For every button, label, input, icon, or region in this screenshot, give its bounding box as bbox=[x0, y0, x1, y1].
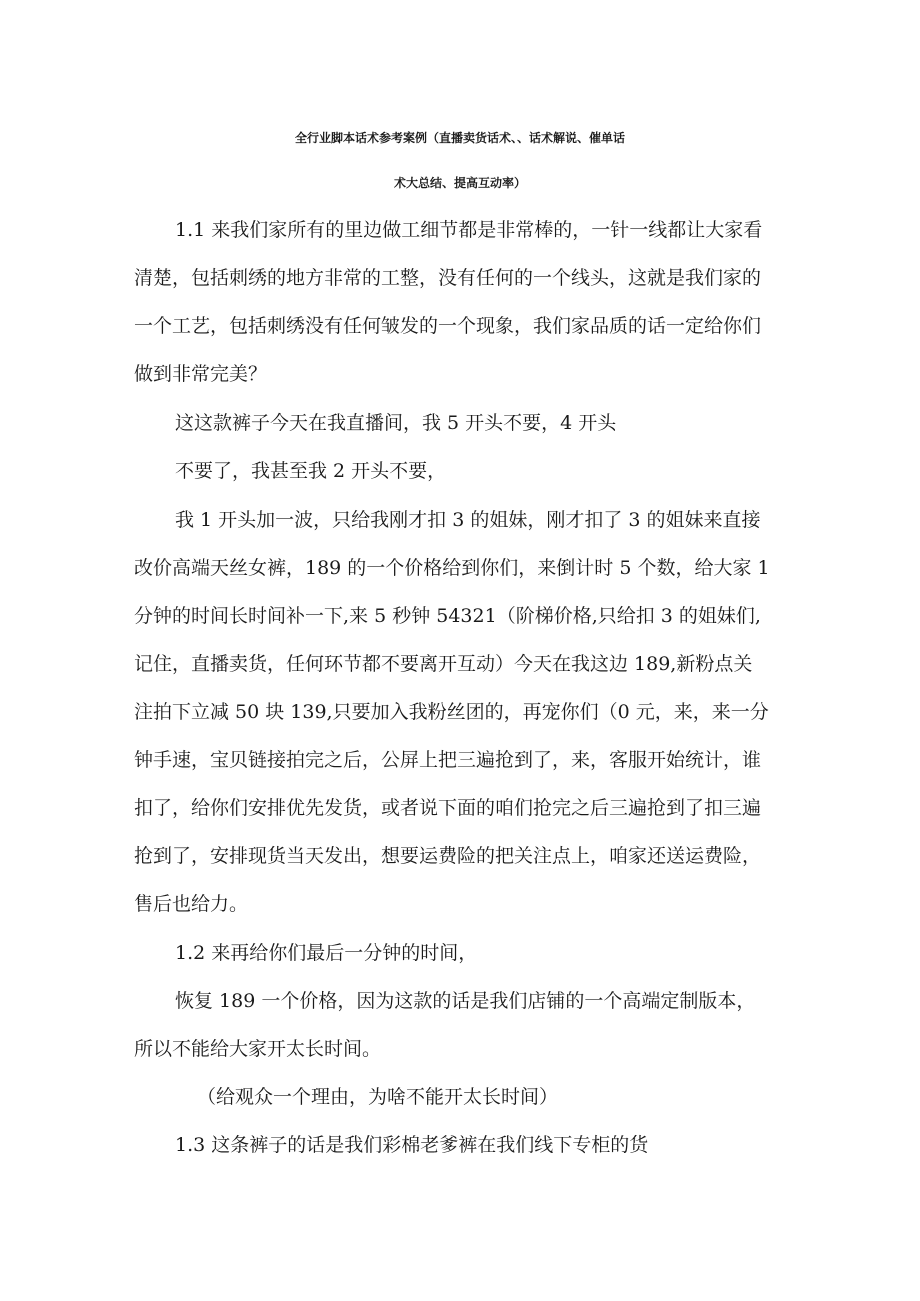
paragraph-line: 做到非常完美？ bbox=[134, 363, 268, 385]
paragraph-line: 分钟的时间长时间补一下,来 5 秒钟 54321（阶梯价格,只给扣 3 的姐妹们, bbox=[134, 605, 761, 627]
paragraph-line: 钟手速，宝贝链接拍完之后，公屏上把三遍抢到了，来，客服开始统计，谁 bbox=[134, 749, 762, 771]
paragraph-line: 一个工艺，包括刺绣没有任何皱发的一个现象，我们家品质的话一定给你们 bbox=[134, 315, 762, 337]
paragraph-line: 抢到了，安排现货当天发出，想要运费险的把关注点上，咱家还送运费险， bbox=[134, 845, 762, 867]
paragraph-line: 改价高端天丝女裤，189 的一个价格给到你们，来倒计时 5 个数，给大家 1 bbox=[134, 557, 770, 579]
paragraph-line: 1.3 这条裤子的话是我们彩棉老爹裤在我们线下专柜的货 bbox=[175, 1134, 649, 1156]
paragraph-line: 注拍下立减 50 块 139,只要加入我粉丝团的，再宠你们（0 元，来，来一分 bbox=[134, 701, 769, 723]
paragraph-line: 不要了，我甚至我 2 开头不要， bbox=[175, 460, 447, 482]
paragraph-line: 1.2 来再给你们最后一分钟的时间， bbox=[175, 942, 478, 964]
paragraph-line: （给观众一个理由，为啥不能开太长时间） bbox=[197, 1086, 559, 1108]
paragraph-line: 所以不能给大家开太长时间。 bbox=[134, 1038, 382, 1060]
paragraph-line: 售后也给力。 bbox=[134, 893, 249, 915]
document-title-line-2: 术大总结、提高互动率） bbox=[393, 176, 526, 190]
paragraph-line: 记住，直播卖货，任何环节都不要离开互动）今天在我这边 189,新粉点关 bbox=[134, 653, 753, 675]
document-title-line-1: 全行业脚本话术参考案例（直播卖货话术、、话术解说、催单话 bbox=[294, 131, 625, 145]
paragraph-line: 这这款裤子今天在我直播间，我 5 开头不要，4 开头 bbox=[175, 412, 617, 434]
paragraph-line: 清楚，包括刺绣的地方非常的工整，没有任何的一个线头，这就是我们家的 bbox=[134, 267, 762, 289]
paragraph-line: 1.1 来我们家所有的里边做工细节都是非常棒的，一针一线都让大家看 bbox=[175, 219, 763, 241]
paragraph-line: 我 1 开头加一波，只给我刚才扣 3 的姐妹，刚才扣了 3 的姐妹来直接 bbox=[175, 509, 761, 531]
paragraph-line: 恢复 189 一个价格，因为这款的话是我们店铺的一个高端定制版本， bbox=[175, 990, 756, 1012]
paragraph-line: 扣了，给你们安排优先发货，或者说下面的咱们抢完之后三遍抢到了扣三遍 bbox=[134, 797, 762, 819]
